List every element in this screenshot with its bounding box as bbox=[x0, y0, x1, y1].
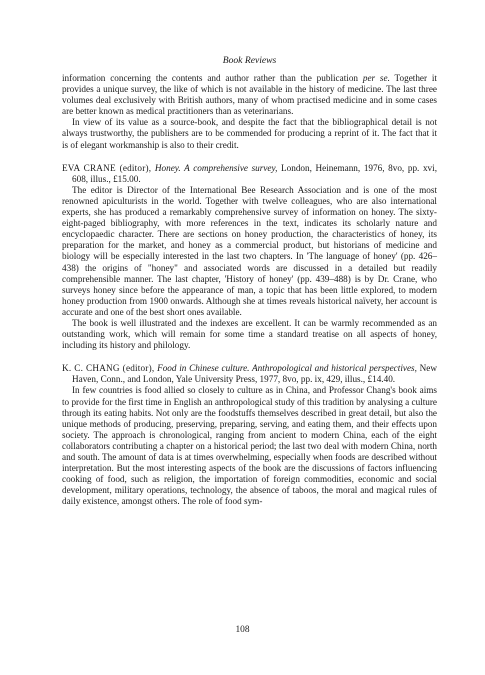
review-crane-author: EVA CRANE (editor), bbox=[62, 162, 152, 173]
intro-text-b: Together it provides a unique survey, the like of which is not available in the history of medicine. The last three volumes deal exclusively with British authors, many of whom practised medicine and in some cases are better known as medical practitioners than as veterinarians. bbox=[62, 73, 437, 117]
intro-text-emphasis: per se. bbox=[362, 73, 390, 83]
review-crane-heading bbox=[62, 163, 437, 185]
review-crane-paragraph-1: The editor is Director of the International Bee Research Association and is one of the most renowned apiculturists in the world. Together with twelve colleagues, who are also international experts, she has produced a remarkably comprehensive survey of information on honey. The sixty-eight-paged bibliography, with more references in the text, indicates its scholarly nature and encyclopaedic character. There are sections on honey production, the characteristics of honey, its preparation for the market, and honey as a commercial product, but historians of medicine and biology will be especially interested in the last two chapters. In 'The language of honey' (pp. 426–438) the origins of "honey" and associated words are discussed in a detailed but readily comprehensible manner. The last chapter, 'History of honey' (pp. 439–488) is by Dr. Crane, who surveys honey since before the appearance of man, a topic that has been little explored, to modern honey production from 1900 onwards. Although she at times reveals historical naïvety, her account is accurate and one of the best short ones available. bbox=[62, 184, 437, 317]
intro-text-a: information concerning the contents and author rather than the publication bbox=[62, 73, 363, 83]
review-chang-details: New Haven, Conn., and London, Yale University Press, 1977, 8vo, pp. ix, 429, illus., £14.40. bbox=[72, 363, 438, 385]
intro-paragraph-2: In view of its value as a source-book, and despite the fact that the bibliographical detail is not always trustworthy, the publishers are to be commended for producing a reprint of it. The fact that it is of elegant workmanship is also to their credit. bbox=[62, 117, 437, 150]
review-chang-title: Food in Chinese culture. Anthropological and historical perspectives, bbox=[157, 363, 417, 374]
review-crane-details: London, Heinemann, 1976, 8vo, pp. xvi, 608, illus., £15.00. bbox=[72, 162, 438, 184]
review-chang-author: K. C. CHANG (editor), bbox=[62, 363, 155, 374]
review-chang-heading bbox=[62, 363, 437, 385]
review-crane-paragraph-2: The book is well illustrated and the indexes are excellent. It can be warmly recommended as an outstanding work, which will remain for some time a standard treatise on all aspects of honey, including its history and philology. bbox=[62, 317, 437, 351]
page-body bbox=[62, 55, 437, 507]
review-chang-paragraph-1: In few countries is food allied so closely to culture as in China, and Professor Chang's book aims to provide for the first time in English an anthropological study of this tradition by analysing a culture through its eating habits. Not only are the foodstuffs themselves described in great detail, but also the unique methods of producing, preserving, preparing, serving, and eating them, and their effects upon society. The approach is chronological, ranging from ancient to modern China, each of the eight collaborators contributing a chapter on a historical period; the last two deal with modern China, north and south. The amount of data is at times overwhelming, especially when foods are described without interpretation. But the most interesting aspects of the book are the discussions of factors influencing cooking of food, such as religion, the importation of foreign commodities, economic and social development, military operations, technology, the absence of taboos, the moral and magical rules of daily existence, amongst others. The role of food sym- bbox=[62, 385, 437, 507]
running-head: Book Reviews bbox=[222, 55, 277, 66]
review-chang bbox=[62, 363, 437, 507]
review-crane-title: Honey. A comprehensive survey, bbox=[154, 162, 278, 173]
intro-paragraph-1 bbox=[62, 73, 437, 117]
page-number: 108 bbox=[235, 625, 250, 635]
review-crane bbox=[62, 163, 437, 352]
